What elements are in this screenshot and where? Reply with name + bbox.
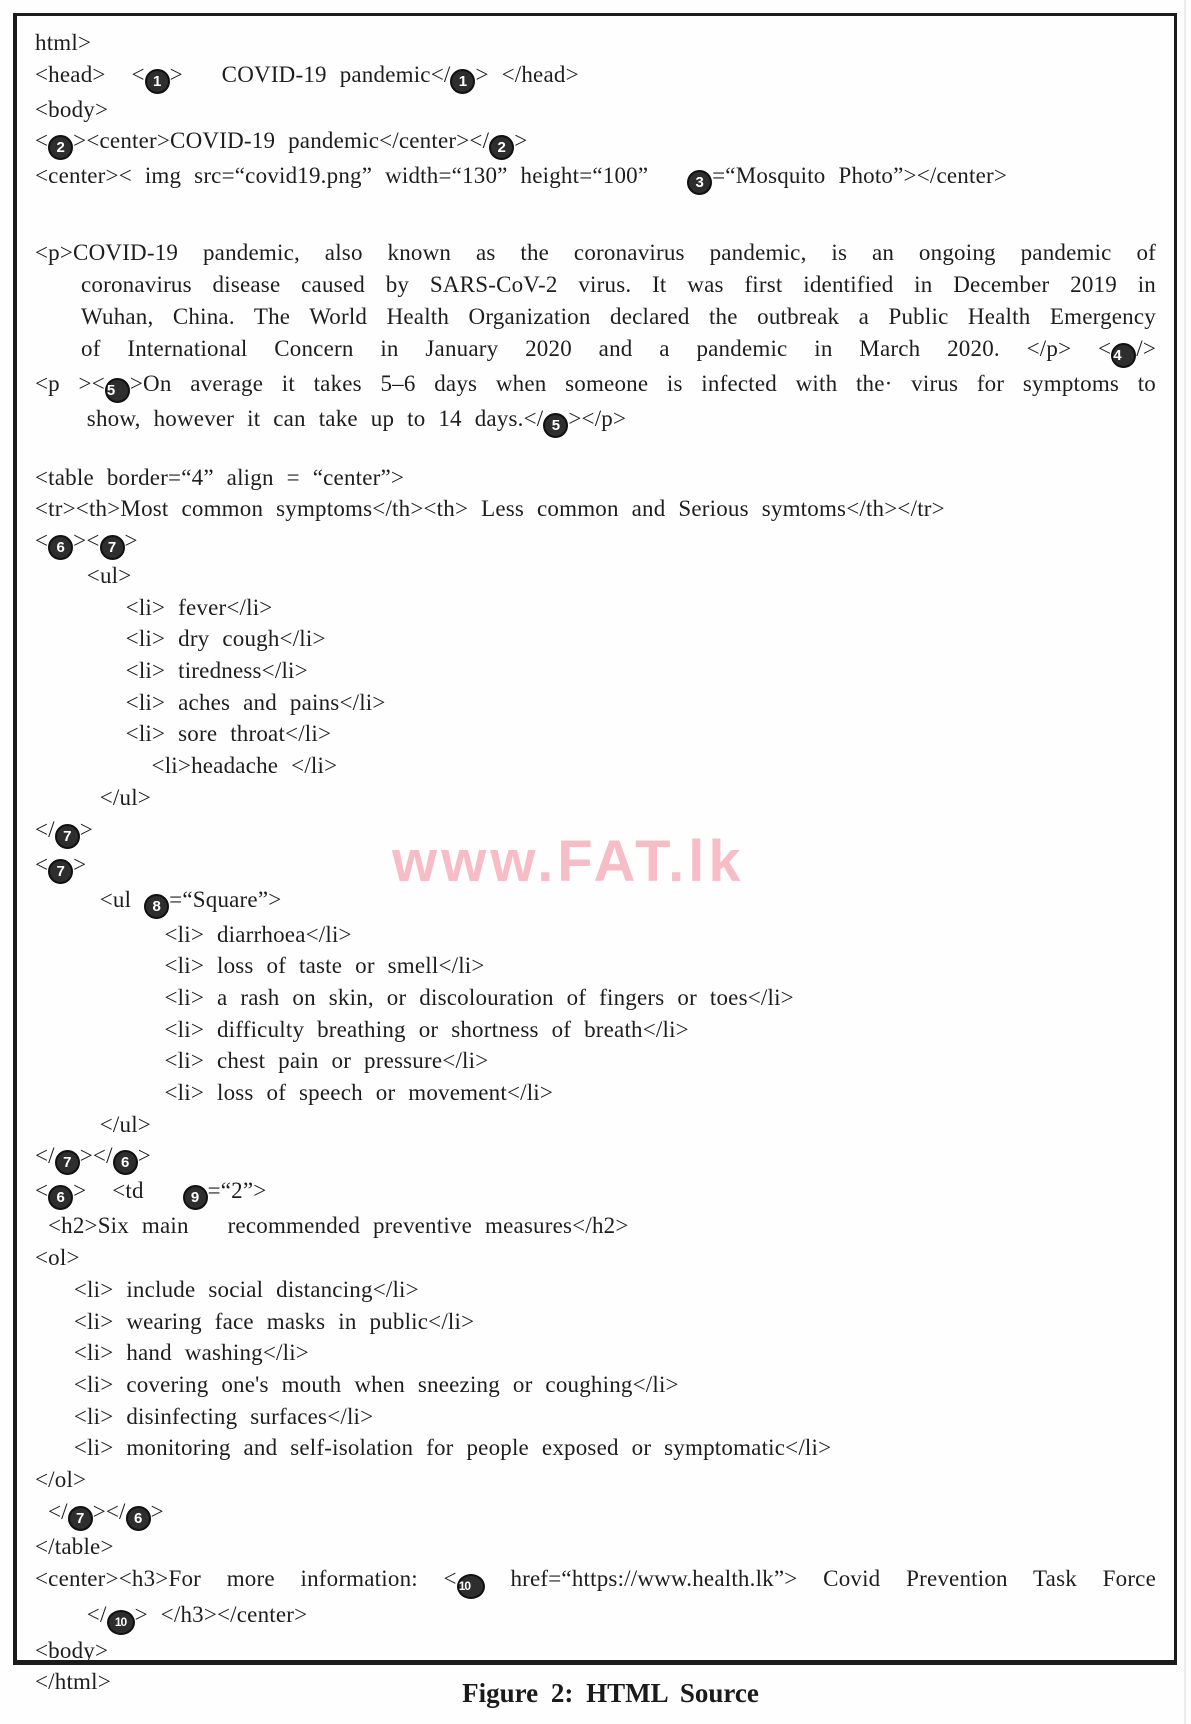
code-line: <head> < 1 > COVID-19 pandemic</ 1 > </head> — [35, 59, 1156, 94]
code-line: <li> monitoring and self-isolation for people exposed or symptomatic</li> — [35, 1435, 832, 1461]
code-line: <li> hand washing</li> — [35, 1340, 309, 1366]
code-line: <li> dry cough</li> — [35, 626, 326, 652]
circled-number-2: 2 — [489, 135, 514, 160]
circled-number-6: 6 — [126, 1506, 151, 1531]
code-line: <tr><th>Most common symptoms</th><th> Less common and Serious symtoms</th></tr> — [35, 496, 945, 522]
circled-number-3: 3 — [687, 170, 712, 195]
code-line: < 6 > <td 9 =“2”> — [35, 1175, 1156, 1210]
code-line: <li> diarrhoea</li> — [35, 921, 352, 947]
code-line: </ 7 ></ 6 > — [35, 1140, 1156, 1175]
circled-number-5: 5 — [105, 378, 130, 403]
circled-number-9: 9 — [183, 1185, 208, 1210]
code-line: <center>< img src=“covid19.png” width=“130” height=“100” 3 =“Mosquito Photo”></center> — [35, 160, 1156, 195]
code-line: <body> — [35, 1637, 109, 1663]
code-line: <p>COVID-19 pandemic, also known as the coronavirus pandemic, is an ongoing pandemic of — [35, 240, 1156, 266]
circled-number-6: 6 — [113, 1150, 138, 1175]
html-source-code-listing — [35, 27, 1156, 1698]
code-line: <li> wearing face masks in public</li> — [35, 1308, 475, 1334]
circled-number-7: 7 — [68, 1506, 93, 1531]
code-line: <li> fever</li> — [35, 594, 273, 620]
code-line: < 6 >< 7 > — [35, 525, 1156, 560]
circled-number-5: 5 — [543, 413, 568, 438]
circled-number-4: 4 — [1111, 343, 1136, 368]
scan-edge-artifact — [1184, 0, 1186, 1724]
code-line: <h2>Six main recommended preventive measures</h2> — [35, 1213, 629, 1239]
code-line: html> — [35, 30, 92, 55]
code-line: <li> a rash on skin, or discolouration of fingers or toes</li> — [35, 984, 794, 1010]
code-line: <li> include social distancing</li> — [35, 1276, 419, 1302]
code-line: <li> loss of speech or movement</li> — [35, 1080, 554, 1106]
circled-number-2: 2 — [48, 135, 73, 160]
circled-number-8: 8 — [144, 894, 169, 919]
code-line: <li> tiredness</li> — [35, 658, 308, 684]
code-line: </ 10 > </h3></center> — [35, 1599, 1156, 1635]
circled-number-7: 7 — [55, 1150, 80, 1175]
code-line: Wuhan, China. The World Health Organization declared the outbreak a Public Health Emergency — [81, 303, 1156, 329]
site-watermark: www.FAT.lk — [392, 829, 745, 894]
code-line: <p >< 5 >On average it takes 5–6 days when someone is infected with the· virus for symptoms to — [35, 368, 1156, 403]
code-line: <li> loss of taste or smell</li> — [35, 953, 485, 979]
code-line: <ol> — [35, 1245, 80, 1271]
code-line: </ 7 > — [35, 814, 1156, 849]
code-line: < 2 ><center>COVID-19 pandemic</center></ 2 > — [35, 125, 1156, 160]
code-line: <ul 8 =“Square”> — [35, 884, 1156, 919]
circled-number-7: 7 — [55, 824, 80, 849]
code-line: show, however it can take up to 14 days.</ 5 ></p> — [35, 403, 1156, 438]
code-line: </ul> — [35, 784, 151, 810]
code-line: </ol> — [35, 1467, 87, 1493]
code-line: < 7 > — [35, 849, 1156, 884]
code-line: <li> sore throat</li> — [35, 721, 332, 747]
code-line: of International Concern in January 2020 and a pandemic in March 2020. </p> < 4 /> — [35, 333, 1156, 368]
code-line: <li> disinfecting surfaces</li> — [35, 1403, 374, 1429]
code-line: <body> — [35, 96, 109, 122]
figure-caption: Figure 2: HTML Source — [462, 1678, 759, 1708]
code-line: </html> — [35, 1669, 111, 1695]
circled-number-1: 1 — [450, 69, 475, 94]
circled-number-6: 6 — [48, 535, 73, 560]
circled-number-7: 7 — [48, 859, 73, 884]
code-line: </table> — [35, 1533, 114, 1559]
code-line: <table border=“4” align = “center”> — [35, 464, 405, 490]
code-line: </ul> — [35, 1111, 151, 1137]
code-line: </ 7 ></ 6 > — [35, 1496, 1156, 1531]
code-line: <li> chest pain or pressure</li> — [35, 1048, 489, 1074]
code-line: <li>headache </li> — [35, 753, 338, 779]
circled-number-10: 10 — [107, 1610, 135, 1635]
circled-number-6: 6 — [48, 1185, 73, 1210]
code-line: coronavirus disease caused by SARS-CoV-2 virus. It was first identified in December 2019 in — [81, 272, 1156, 298]
circled-number-7: 7 — [100, 535, 125, 560]
code-line: <li> difficulty breathing or shortness of breath</li> — [35, 1016, 689, 1042]
code-line: <li> aches and pains</li> — [35, 689, 386, 715]
circled-number-10: 10 — [457, 1574, 485, 1599]
code-line: <center><h3>For more information: < 10 href=“https://www.health.lk”> Covid Prevention Task Force — [35, 1563, 1156, 1599]
code-line: <li> covering one's mouth when sneezing or coughing</li> — [35, 1371, 679, 1397]
code-line: <ul> — [35, 562, 132, 588]
circled-number-1: 1 — [145, 69, 170, 94]
